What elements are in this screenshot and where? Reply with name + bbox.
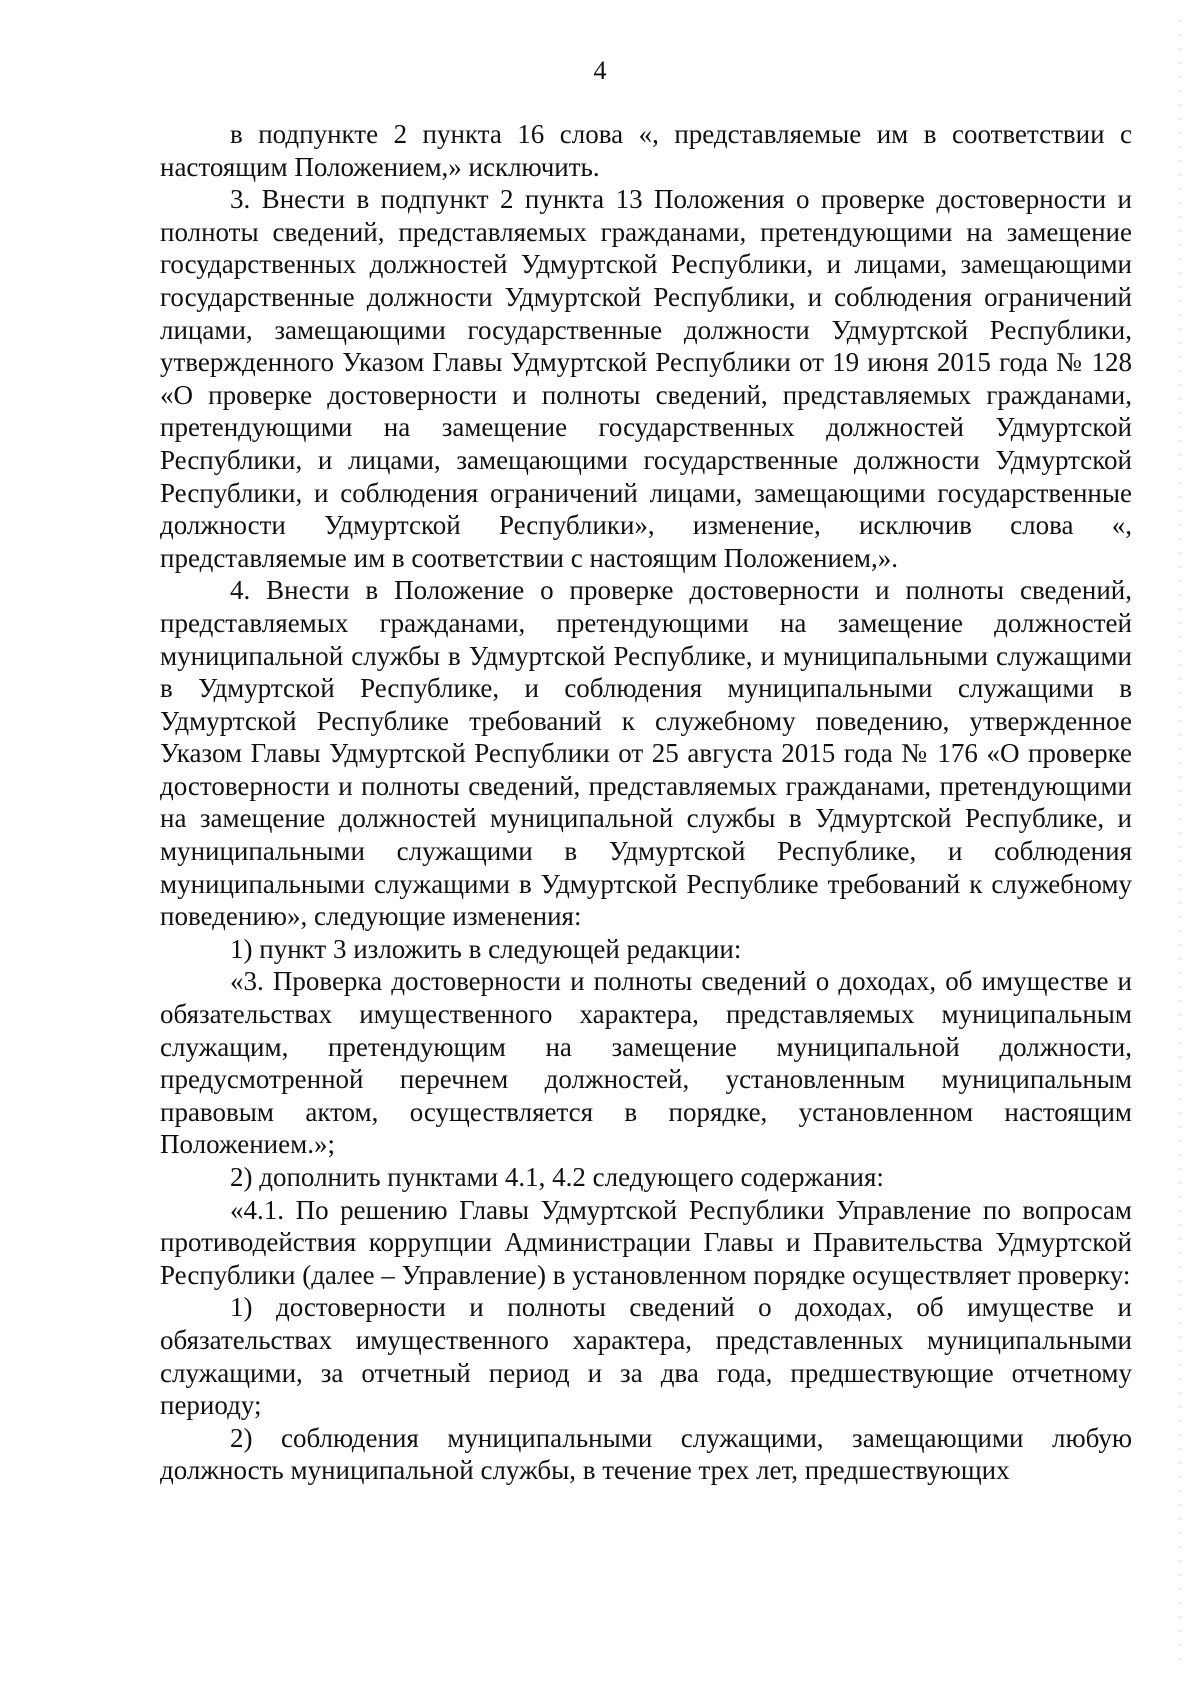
paragraph-3: 4. Внести в Положение о проверке достоверности и полноты сведений, представляемых гражданами, претендующими на замещение должностей муниципальной службы в Удмуртской Республике, и муниципальными служащими в Удмуртской Республике, и соблюдения муниципальными служащими в Удмуртской Республике требований к служебному поведению, утвержденное Указом Главы Удмуртской Республики от 25 августа 2015 года № 176 «О проверке достоверности и полноты сведений, представляемых гражданами, претендующими на замещение должностей муниципальной службы в Удмуртской Республике, и муниципальными служащими в Удмуртской Республике, и соблюдения муниципальными служащими в Удмуртской Республике требований к служебному поведению», следующие изменения:: [160, 575, 1139, 932]
paragraph-5: «3. Проверка достоверности и полноты сведений о доходах, об имуществе и обязательствах имущественного характера, представляемых муниципальным служащим, претендующим на замещение муниципальной должности, предусмотренной перечнем должностей, установленным муниципальным правовым актом, осуществляется в порядке, установленном настоящим Положением.»;: [160, 966, 1139, 1160]
paragraph-4: 1) пункт 3 изложить в следующей редакции:: [230, 933, 742, 964]
scan-edge-noise: [1178, 20, 1182, 1660]
document-body: [160, 118, 1139, 1487]
page-number: 4: [593, 56, 607, 85]
paragraph-1: в подпункте 2 пункта 16 слова «, представляемые им в соответствии с настоящим Положением,» исключить.: [160, 119, 1139, 182]
paragraph-7: «4.1. По решению Главы Удмуртской Республики Управление по вопросам противодействия коррупции Администрации Главы и Правительства Удмуртской Республики (далее – Управление) в установленном порядке осуществляет проверку:: [160, 1194, 1139, 1290]
paragraph-2: 3. Внести в подпункт 2 пункта 13 Положения о проверке достоверности и полноты сведений, представляемых гражданами, претендующими на замещение государственных должностей Удмуртской Республики, и лицами, замещающими государственные должности Удмуртской Республики, и соблюдения ограничений лицами, замещающими государственные должности Удмуртской Республики, утвержденного Указом Главы Удмуртской Республики от 19 июня 2015 года № 128 «О проверке достоверности и полноты сведений, представляемых гражданами, претендующими на замещение государственных должностей Удмуртской Республики, и лицами, замещающими государственные должности Удмуртской Республики, и соблюдения ограничений лицами, замещающими государственные должности Удмуртской Республики», изменение, исключив слова «, представляемые им в соответствии с настоящим Положением,».: [160, 184, 1139, 573]
paragraph-8: 1) достоверности и полноты сведений о доходах, об имуществе и обязательствах имущественного характера, представленных муниципальными служащими, за отчетный период и за два года, предшествующие отчетному периоду;: [160, 1292, 1139, 1421]
paragraph-6: 2) дополнить пунктами 4.1, 4.2 следующего содержания:: [230, 1162, 884, 1192]
paragraph-9: 2) соблюдения муниципальными служащими, замещающими любую должность муниципальной службы, в течение трех лет, предшествующих: [160, 1422, 1139, 1486]
